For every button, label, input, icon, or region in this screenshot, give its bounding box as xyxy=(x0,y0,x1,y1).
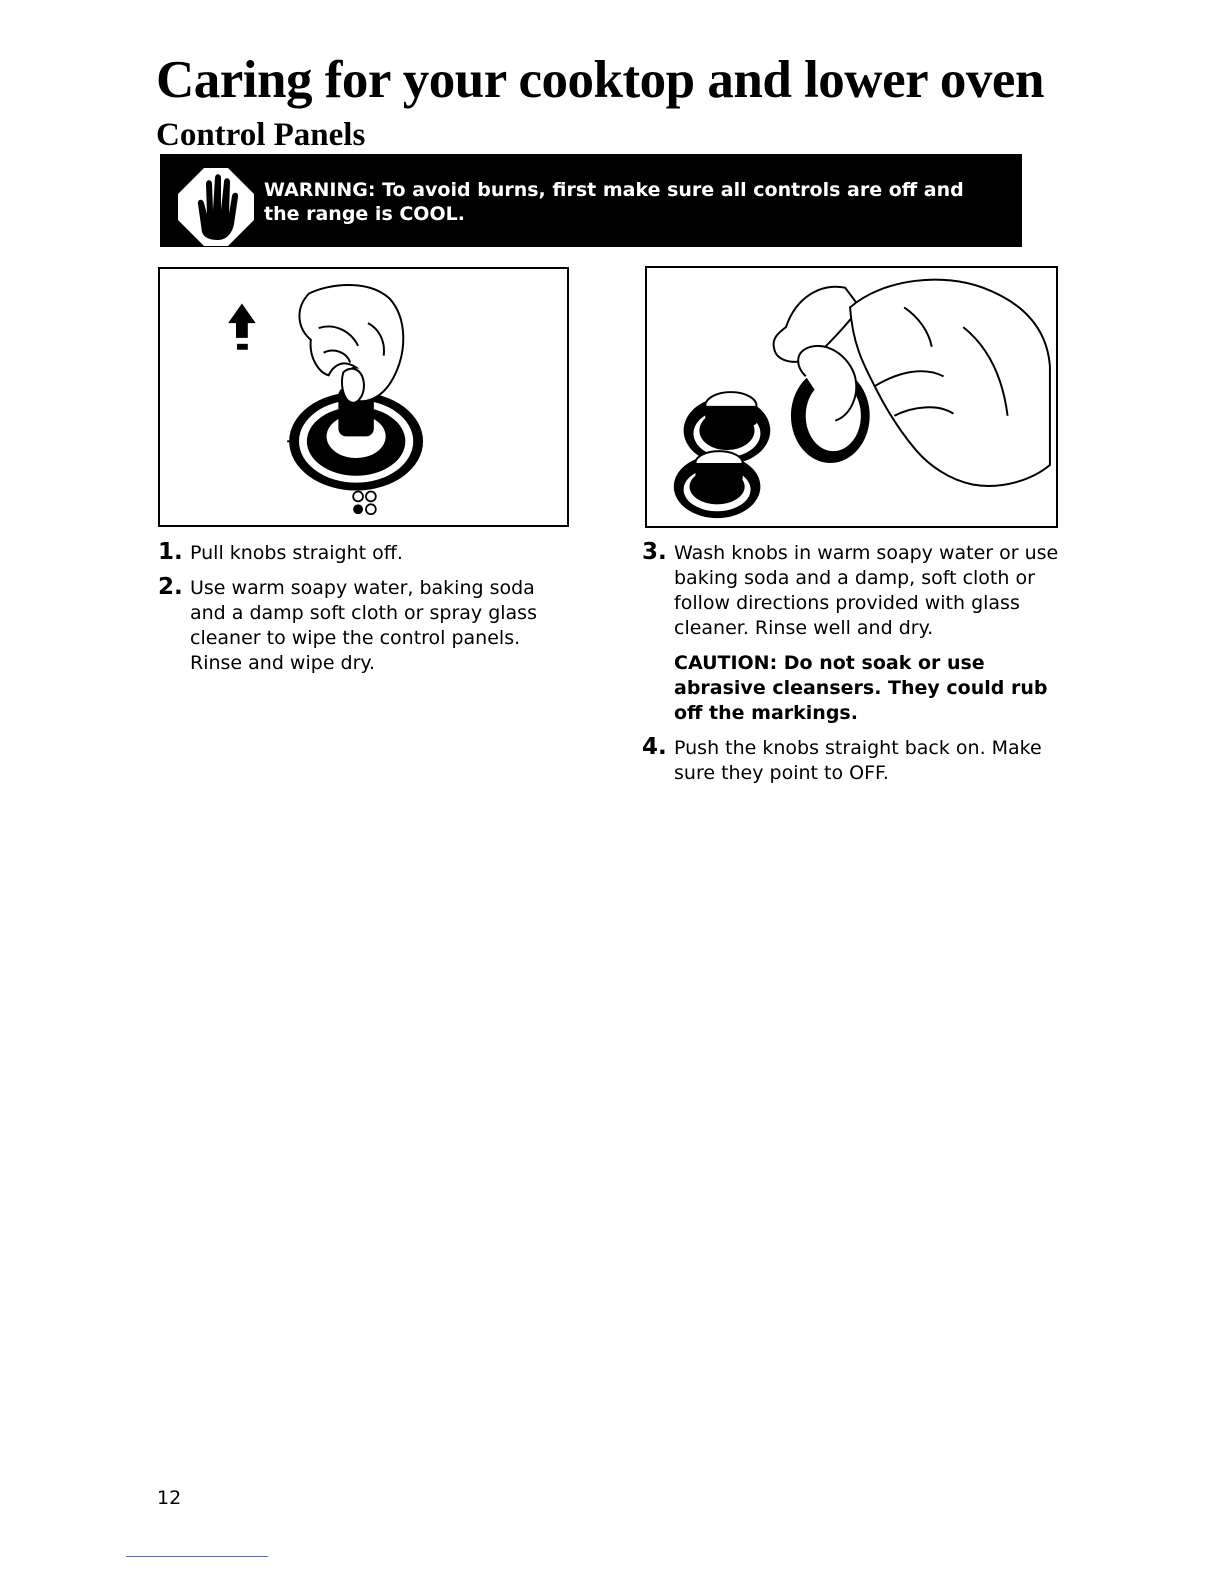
step-number: 3. xyxy=(642,539,667,565)
steps-right-column xyxy=(642,541,1062,796)
stop-hand-icon xyxy=(176,166,256,248)
step-text: Pull knobs straight off. xyxy=(190,542,403,564)
knob-removal-illustration xyxy=(158,267,569,527)
page-number: 12 xyxy=(157,1487,182,1509)
knob-washing-illustration xyxy=(645,266,1058,528)
warning-banner xyxy=(160,154,1022,247)
footer-divider xyxy=(126,1556,268,1557)
burner-indicator-icon xyxy=(353,492,376,515)
step-item xyxy=(158,541,558,566)
step-text: Use warm soapy water, baking soda and a damp soft cloth or spray glass cleaner to wipe the control panels. Rinse and wipe dry. xyxy=(190,577,537,674)
wash-knob-drawing xyxy=(647,268,1056,526)
step-item xyxy=(642,736,1062,786)
step-text: Wash knobs in warm soapy water or use baking soda and a damp, soft cloth or follow directions provided with glass cleaner. Rinse well and dry. xyxy=(674,542,1059,639)
step-number: 1. xyxy=(158,539,183,565)
section-heading: Control Panels xyxy=(156,117,366,153)
steps-left-column xyxy=(158,541,558,686)
page-title: Caring for your cooktop and lower oven xyxy=(156,51,1044,109)
up-arrow-icon xyxy=(228,303,256,349)
caution-note: CAUTION: Do not soak or use abrasive cleansers. They could rub off the markings. xyxy=(674,652,1048,724)
step-item xyxy=(158,576,558,676)
warning-text: WARNING: To avoid burns, first make sure all controls are off and the range is COOL. xyxy=(264,179,964,225)
step-number: 2. xyxy=(158,574,183,600)
step-number: 4. xyxy=(642,734,667,760)
step-text: Push the knobs straight back on. Make sure they point to OFF. xyxy=(674,737,1042,784)
step-item xyxy=(642,541,1062,641)
pull-knob-drawing xyxy=(160,269,567,525)
